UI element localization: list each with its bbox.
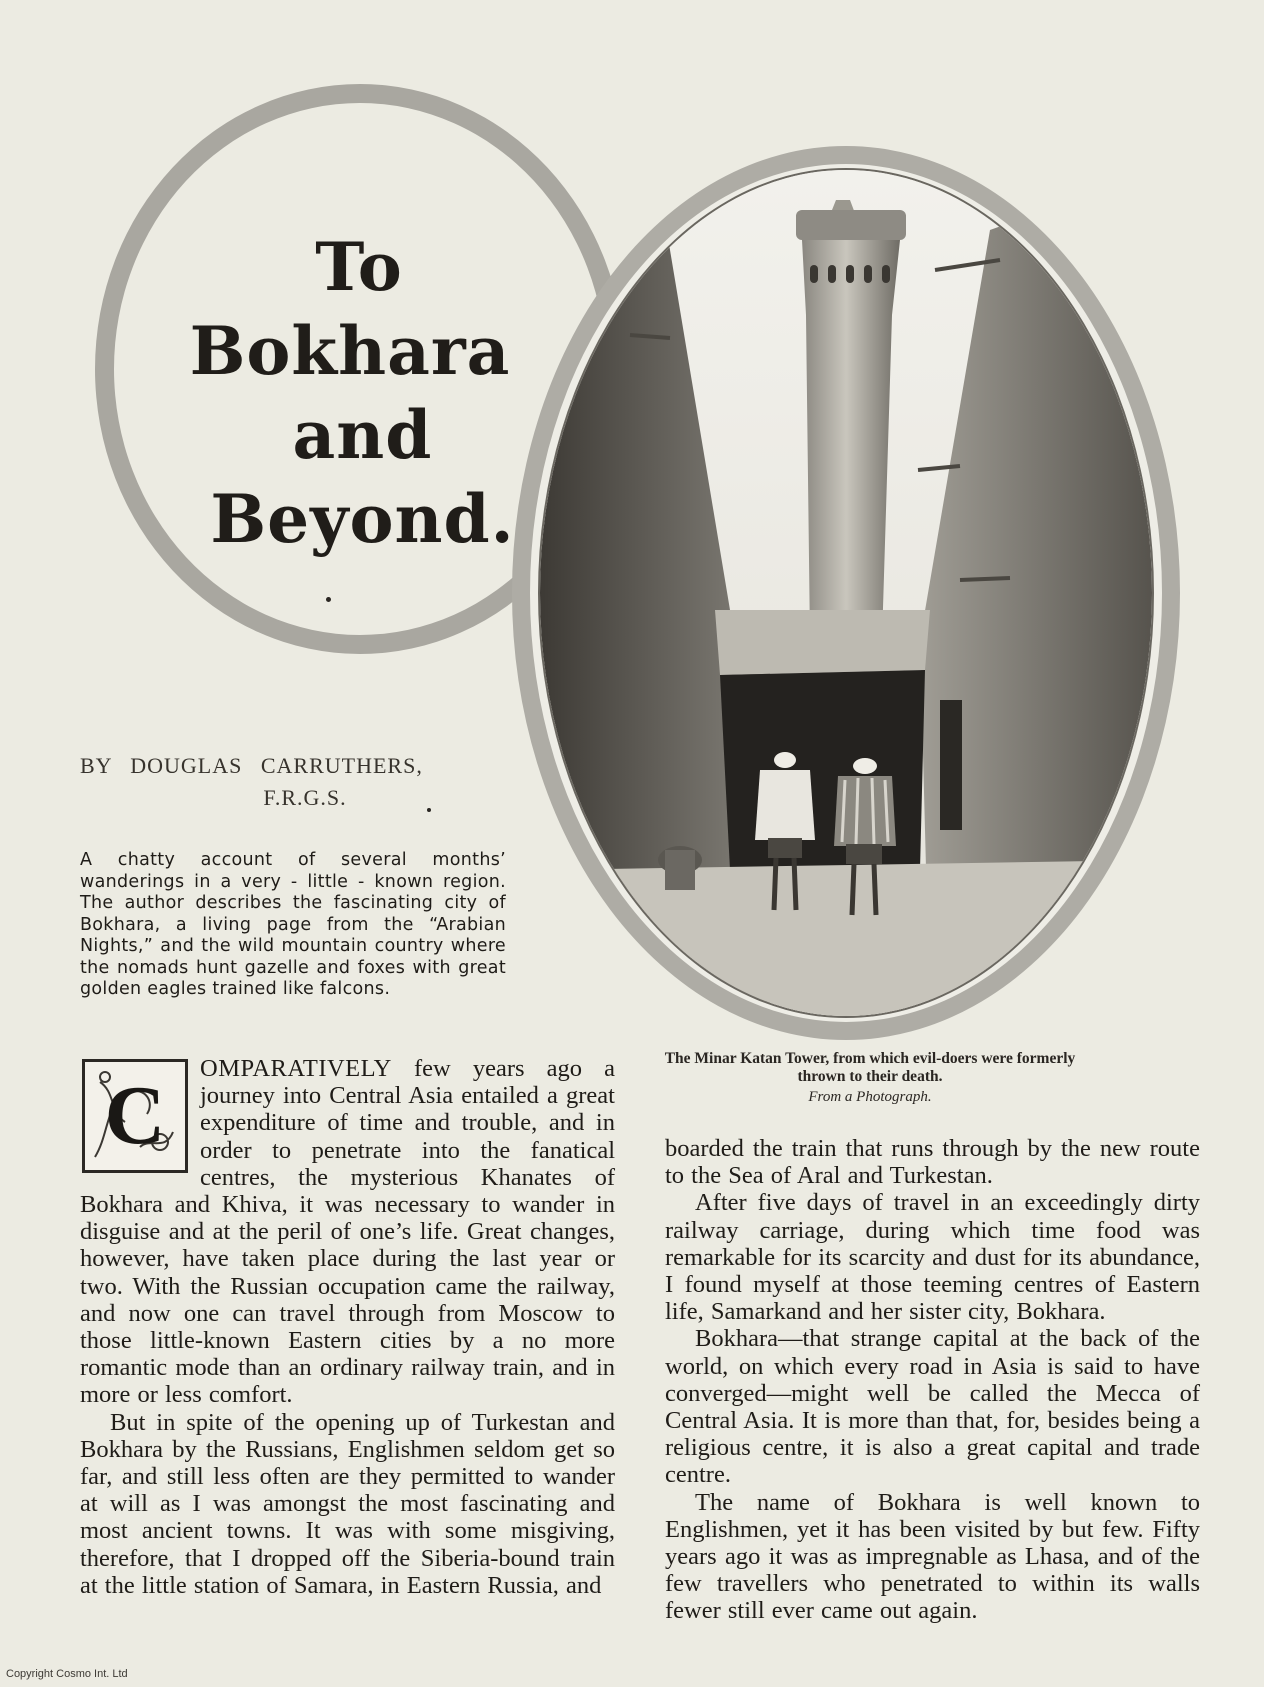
copyright-watermark: Copyright Cosmo Int. Ltd	[6, 1668, 128, 1680]
minar-katan-photo	[538, 168, 1154, 1018]
author-credentials: F.R.G.S.	[263, 785, 347, 810]
author-name: BY DOUGLAS CARRUTHERS,	[80, 753, 423, 778]
byline	[80, 750, 510, 814]
ornament-dot	[326, 597, 331, 602]
caption-credit: From a Photograph.	[808, 1089, 932, 1105]
paragraph-3: boarded the train that runs through by the new route to the Sea of Aral and Turkestan.	[665, 1135, 1200, 1190]
drop-cap	[82, 1059, 188, 1173]
article-summary: A chatty account of several months’ wanderings in a very - little - known region. The author describes the fascinating city of Bokhara, a living page from the “Arabian Nights,” and the wild mountain country where the nomads hunt gazelle and foxes with great golden eagles trained like falcons.	[80, 850, 506, 999]
ornament-dot	[427, 808, 431, 812]
body-column-right	[665, 1135, 1200, 1625]
body-column-left	[80, 1055, 615, 1599]
paragraph-6: The name of Bokhara is well known to Englishmen, yet it has been visited by but few. Fifty years ago it was as impregnable as Lhasa, and of the few travellers who penetrated to within its walls fewer still ever came out again.	[665, 1488, 1200, 1625]
paragraph-5: Bokhara—that strange capital at the back of the world, on which every road in Asia is said to have converged—might well be called the Mecca of Central Asia. It is more than that, for, besides being a religious centre, it is also a great capital and trade centre.	[665, 1325, 1200, 1489]
paragraph-1-text: few years ago a journey into Central Asia entailed a great expenditure of time and trouble, and in order to penetrate into the fanatical centres, the mysterious Khanates of Bokhara and Khiva, it was necessary to wander in disguise and at the peril of one’s life. Great changes, however, have taken place during the last year or two. With the Russian occupation came the railway, and now one can travel through from Moscow to those little-known Eastern cities by a no more romantic mode than an ordinary railway train, and in more or less comfort.	[80, 1055, 615, 1409]
paragraph-1	[80, 1055, 615, 1409]
title-line-4: Beyond.	[210, 480, 515, 558]
street-scene-illustration	[540, 170, 1154, 1018]
paragraph-2: But in spite of the opening up of Turkestan and Bokhara by the Russians, Englishmen seldom get so far, and still less often are they permitted to wander at will as I was amongst the most fascinating and most ancient towns. It was with some misgiving, therefore, that I dropped off the Siberia-bound train at the little station of Samara, in Eastern Russia, and	[80, 1408, 615, 1599]
title-line-3: and	[292, 396, 433, 474]
article-title	[150, 225, 550, 561]
title-line-2: Bokhara	[189, 312, 511, 390]
drop-cap-letter: C	[104, 1069, 166, 1162]
paragraph-4: After five days of travel in an exceedingly dirty railway carriage, during which time food was remarkable for its scarcity and dust for its abundance, I found myself at those teeming centres of Eastern life, Samarkand and her sister city, Bokhara.	[665, 1189, 1200, 1326]
title-line-1: To	[315, 228, 403, 306]
caption-text: The Minar Katan Tower, from which evil-doers were formerly thrown to their death.	[664, 1050, 1076, 1085]
photo-caption	[640, 1050, 1100, 1106]
lead-word: OMPARATIVELY	[200, 1055, 392, 1082]
